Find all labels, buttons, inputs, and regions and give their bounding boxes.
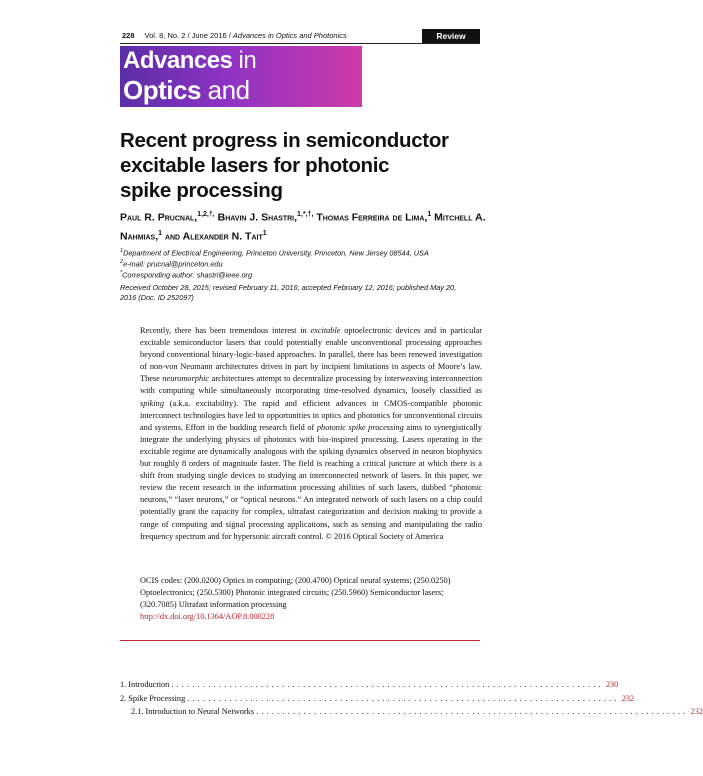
toc-leader-dots: .................................................................................. [171,680,604,689]
abstract-text: Recently, there has been tremendous interest in [140,326,311,335]
volume-info: Vol. 8, No. 2 / June 2016 / [144,31,233,40]
logo-word-photonics: Photonics [123,103,245,133]
toc-entry[interactable] [120,692,635,706]
abstract-text: aims to synergistically integrate the underlying physics of photonics with bio-inspired processing. Lasers operating in the excitable regime are dynamically analogous with the spiking dynamics observed in neuron biophysics but roughly 8 orders of magnitude faster. The field is reaching a critical juncture at which there is a shift from studying single devices to studying an interconnected network of lasers. In this paper, we review the recent research in the information processing abilities of such lasers, dubbed “photonic neurons,” “laser neurons,” or “optical neurons.” An integrated network of such lasers on a chip could potentially grant the capacity for complex, ultrafast categorization and decision making to provide a range of computing and signal processing applications, such as sensing and manipulating the radio frequency spectrum and for hypersonic aircraft control. © 2016 Optical Society of America [140,422,482,541]
logo-word-in: in [232,47,257,74]
title-line-3: spike processing [120,179,283,202]
table-of-contents [120,678,703,719]
logo-word-advances: Advances [123,47,233,74]
author-name: and Alexander N. Tait [162,230,263,242]
title-line-1: Recent progress in semiconductor [120,129,449,152]
author-affil-sup: 1 [262,229,267,237]
author-name: Bhavin J. Shastri, [214,211,298,224]
author-email: e-mail: prucnal@princeton.edu [123,259,223,269]
page-number: 228 [122,31,135,40]
affiliations [120,247,500,280]
abstract-emphasis: spiking [140,398,164,408]
journal-logo-banner [120,46,362,133]
publication-history: Received October 28, 2015; revised February 11, 2016; accepted February 12, 2016; published May 20, 2016 (Doc. ID 252097) [120,283,457,302]
author-name: Thomas Ferreira de Lima, [313,211,428,224]
toc-entry-title: 2.1. Introduction to Neural Networks [131,707,255,716]
author-affil-sup: 1 [427,211,432,218]
author-affil-sup: 1 [158,229,163,237]
author-list [120,207,490,244]
affiliation-1: Department of Electrical Engineering, Princeton University, Princeton, New Jersey 08544, USA [123,248,429,258]
abstract-emphasis: photonic spike processing [316,422,404,432]
author-name: Mitchell A. Nahmias, [120,211,486,242]
abstract-text: architectures attempt to decentralize processing by interweaving interconnection with computing while simultaneously incorporating time-resolved dynamics, loosely classified as [140,374,483,396]
toc-entry-title: 1. Introduction [120,680,170,689]
affil-sup: * [120,269,123,276]
logo-word-optics: Optics [123,75,201,105]
abstract-text: optoelectronic devices and in particular excitable semiconductor lasers that could potentially enable unconventional processing approaches beyond conventional binary-logic-based approaches. In parallel, there has been renewed investigation of non-von Neumann architectures driven in part by incipient limitations in aspects of Moore’s law. These [140,326,482,384]
toc-page-link[interactable]: 232 [621,693,635,703]
toc-page-link[interactable]: 230 [605,680,619,689]
paper-title [120,128,500,203]
toc-leader-dots: .................................................................................. [187,693,620,703]
running-header [120,29,480,44]
doi-link[interactable]: http://dx.doi.org/10.1364/AOP.8.000228 [140,612,275,622]
toc-entry[interactable] [120,705,703,719]
toc-entry[interactable] [120,678,619,692]
ocis-codes-text: OCIS codes: (200.0200) Optics in computing; (200.4700) Optical neural systems; (250.0250) Optoelectronics; (250.5300) Photonic integrated circuits; (250.5960) Semiconductor lasers; (320.7085) Ultrafast information processing [140,576,451,610]
toc-page-link[interactable]: 232 [690,707,703,716]
title-line-2: excitable lasers for photonic [120,154,390,177]
toc-leader-dots: .................................................................................. [256,707,689,716]
abstract [140,325,482,543]
toc-entry-title: 2. Spike Processing [120,693,186,703]
affil-sup: 2 [120,258,124,265]
journal-name-italic: Advances in Optics and Photonics [232,31,347,40]
logo-word-and: and [200,75,250,105]
section-divider [120,640,480,641]
author-affil-sup: 1,*,†, [297,211,314,218]
author-affil-sup: 1,2,†, [197,211,215,218]
corresponding-author: Corresponding author: shastri@ieee.org [122,270,253,280]
abstract-text: (a.k.a. excitability). The rapid and efficient advances in CMOS-compatible photonic interconnect technologies have led to opportunities in optics and photonics for unconventional circuits and systems. Effort in the budding research field of [140,398,482,432]
section-badge: Review [422,29,480,43]
ocis-codes [140,575,482,623]
abstract-emphasis: neuromorphic [162,374,210,384]
affil-sup: 1 [120,248,124,254]
author-name: Paul R. Prucnal, [120,211,198,224]
abstract-emphasis: excitable [310,326,341,335]
